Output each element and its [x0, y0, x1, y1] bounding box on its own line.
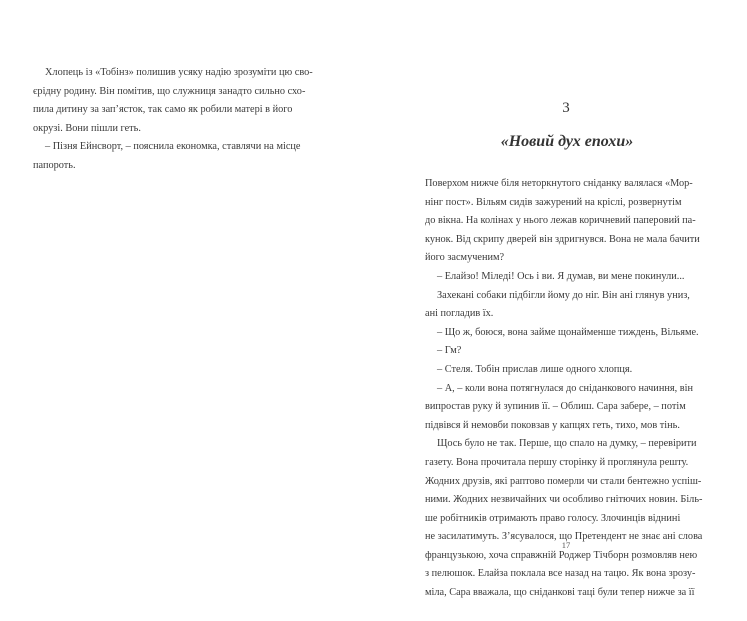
text-line: до вікна. На колінах у нього лежав коричневий паперовий па- — [425, 215, 696, 227]
text-line: Щось було не так. Перше, що спало на думку, – перевірити — [437, 438, 697, 450]
text-line: Хлопець із «Тобінз» полишив усяку надію зрозуміти цю сво- — [45, 67, 313, 78]
text-line: пила дитину за зап’ясток, так само як робили матері в його — [33, 104, 293, 116]
right-page-text — [425, 175, 708, 603]
text-line: Жодних друзів, які раптово померли чи стали бентежно успіш- — [425, 475, 702, 487]
text-line: з пелюшок. Елайза поклала все назад на тацю. Як вона зрозу- — [425, 568, 696, 580]
left-page-text — [33, 64, 319, 176]
text-line: – Пізня Ейнсворт, – пояснила економка, ставлячи на місце — [45, 141, 301, 153]
chapter-title: «Новий дух епохи» — [500, 133, 634, 150]
text-line: випростав руку й зупинив її. – Облиш. Сара забере, – потім — [425, 401, 686, 413]
text-line: підвівся й немовби поковзав у капцях геть, тихо, мов тінь. — [425, 419, 680, 431]
text-line: не засилатимуть. З’ясувалося, що Претендент не знає ані слова — [425, 531, 703, 543]
text-line: ані погладив їх. — [425, 308, 494, 320]
text-line: його засмученим? — [425, 252, 505, 264]
text-line: нінг пост». Вільям сидів зажурений на кріслі, розвернутім — [425, 196, 682, 208]
text-line: – Стеля. Тобін прислав лише одного хлопця. — [437, 363, 633, 375]
text-line: французькою, хоча справжній Роджер Тічборн розмовляв нею — [425, 549, 698, 561]
text-line: – Гм? — [437, 345, 462, 357]
text-line: Захекані собаки підбігли йому до ніг. Він ані глянув униз, — [437, 289, 690, 301]
text-line: – А, – коли вона потягнулася до сніданкового начиння, він — [437, 382, 693, 394]
text-line: ними. Жодних незвичайних чи особливо гнітючих новин. Біль- — [425, 494, 703, 506]
page-number: 17 — [561, 540, 571, 550]
text-line: кунок. Від скрипу дверей він здригнувся. Вона не мала бачити — [425, 233, 700, 245]
text-line: окрузі. Вони пішли геть. — [33, 122, 141, 134]
text-line: – Елайзо! Міледі! Ось і ви. Я думав, ви мене покинули... — [437, 270, 685, 282]
text-line: – Що ж, боюся, вона займе щонайменше тиждень, Вільяме. — [437, 326, 699, 338]
text-line: папороть. — [33, 159, 76, 171]
text-line: Поверхом нижче біля неторкнутого сніданку валялася «Мор- — [425, 178, 693, 189]
chapter-number: 3 — [562, 100, 570, 116]
text-line: ше робітників отримають право голосу. Злочинців віднині — [425, 512, 681, 524]
text-line: єрідну родину. Він помітив, що служниця занадто сильно схо- — [33, 85, 306, 97]
text-line: міла, Сара вважала, що сніданкові таці були тепер нижче за її — [425, 587, 695, 599]
text-line: газету. Вона прочитала першу сторінку й проглянула решту. — [425, 456, 689, 468]
